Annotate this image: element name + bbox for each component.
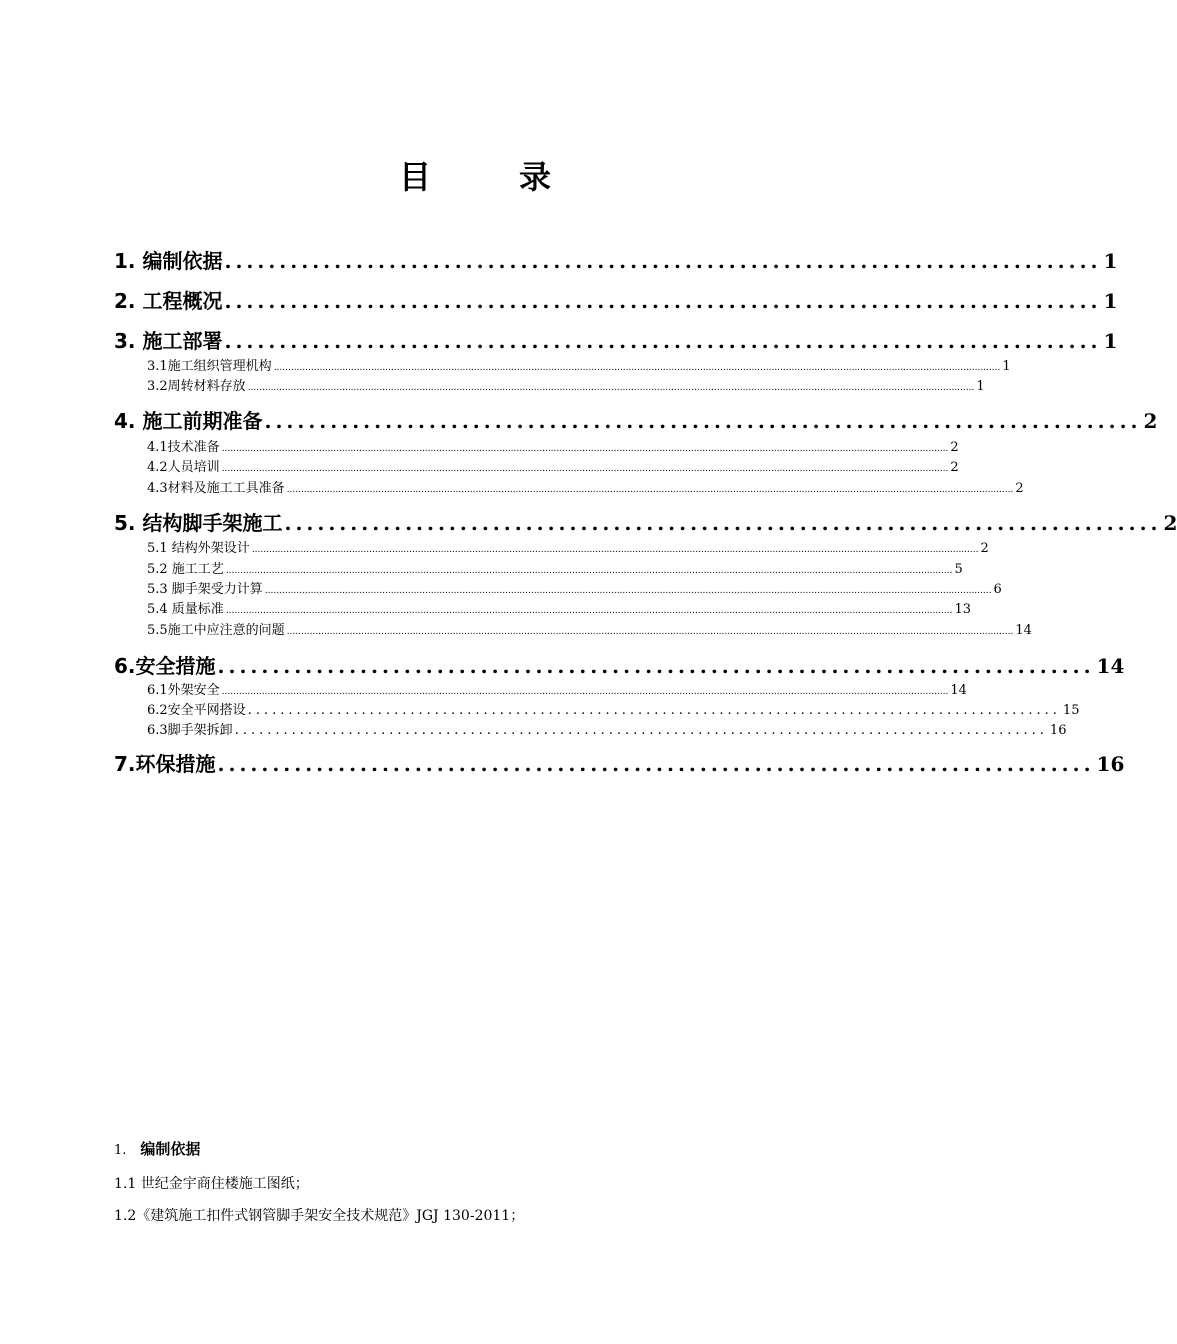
toc-entry[interactable] <box>114 507 1177 535</box>
toc-entry-page: 1 <box>1002 359 1011 374</box>
toc-leader-dots: .............................................................................................................................................................................................................................................................. <box>225 566 953 576</box>
toc-leader-dots: .............................................................................................................................................................................................................................................................. <box>286 627 1014 637</box>
toc-leader-dots: .................................................................................................... <box>247 703 1061 718</box>
toc-leader-dots: .............................................................................................................................................................................................................................................................. <box>286 485 1014 495</box>
toc-entry-page: 5 <box>954 562 963 577</box>
toc-entry-page: 14 <box>1096 654 1125 678</box>
toc-entry-label: 5. 结构脚手架施工 <box>114 511 283 535</box>
toc-leader-dots: ................................................................................ <box>224 329 1102 353</box>
toc-leader-dots: ................................................................................ <box>264 409 1142 433</box>
toc-entry-label: 6.3脚手架拆卸 <box>147 723 233 738</box>
toc-entry-page: 14 <box>1015 623 1032 638</box>
toc-entry-label: 4.2人员培训 <box>147 460 220 475</box>
toc-entry-label: 7.环保措施 <box>114 752 216 776</box>
toc-leader-dots: .............................................................................................................................................................................................................................................................. <box>221 687 949 697</box>
section-title: 编制依据 <box>140 1140 201 1158</box>
toc-entry-label: 4.3材料及施工工具准备 <box>147 481 285 496</box>
toc-subentry[interactable] <box>147 436 959 455</box>
toc-leader-dots: ................................................................................ <box>284 511 1162 535</box>
toc-entry-page: 1 <box>1103 289 1118 313</box>
toc-entry-page: 16 <box>1096 752 1125 776</box>
toc-entry[interactable] <box>114 748 1125 776</box>
toc-entry-page: 2 <box>1143 409 1158 433</box>
toc-entry-label: 5.1 结构外架设计 <box>147 541 250 556</box>
toc-entry-label: 5.2 施工工艺 <box>147 562 224 577</box>
toc-entry-label: 6.1外架安全 <box>147 683 220 698</box>
toc-leader-dots: .............................................................................................................................................................................................................................................................. <box>251 545 979 555</box>
toc-entry-label: 4.1技术准备 <box>147 440 220 455</box>
toc-subentry[interactable] <box>147 578 1002 597</box>
toc-subentry[interactable] <box>147 598 972 617</box>
toc-entry-label: 3.2周转材料存放 <box>147 379 246 394</box>
toc-subentry[interactable] <box>147 477 1024 496</box>
toc-entry-page: 15 <box>1062 703 1080 718</box>
body-paragraph: 1.2《建筑施工扣件式钢管脚手架安全技术规范》JGJ 130-2011； <box>114 1208 525 1224</box>
toc-entry[interactable] <box>114 405 1158 433</box>
toc-leader-dots: ................................................................................ <box>224 289 1102 313</box>
toc-subentry[interactable] <box>147 719 1067 738</box>
toc-entry-label: 3. 施工部署 <box>114 329 223 353</box>
toc-subentry[interactable] <box>147 537 989 556</box>
toc-subentry[interactable] <box>147 375 985 394</box>
toc-subentry[interactable] <box>147 355 1011 374</box>
toc-subentry[interactable] <box>147 679 967 698</box>
toc-entry[interactable] <box>114 650 1125 678</box>
toc-subentry[interactable] <box>147 558 963 577</box>
toc-leader-dots: .............................................................................................................................................................................................................................................................. <box>264 586 992 596</box>
toc-entry-label: 6.安全措施 <box>114 654 216 678</box>
toc-leader-dots: .................................................................................................... <box>234 723 1048 738</box>
toc-leader-dots: .............................................................................................................................................................................................................................................................. <box>273 363 1001 373</box>
toc-subentry[interactable] <box>147 619 1032 638</box>
toc-subentry[interactable] <box>147 699 1080 718</box>
toc-entry-label: 2. 工程概况 <box>114 289 223 313</box>
toc-entry-page: 14 <box>950 683 967 698</box>
toc-entry-label: 5.3 脚手架受力计算 <box>147 582 263 597</box>
toc-entry[interactable] <box>114 285 1118 313</box>
toc-entry-label: 6.2安全平网搭设 <box>147 703 246 718</box>
toc-entry-page: 2 <box>980 541 989 556</box>
toc-entry[interactable] <box>114 245 1118 273</box>
toc-leader-dots: ................................................................................ <box>217 654 1095 678</box>
toc-leader-dots: .............................................................................................................................................................................................................................................................. <box>225 606 953 616</box>
toc-entry-page: 2 <box>1163 511 1177 535</box>
toc-entry-label: 5.5施工中应注意的问题 <box>147 623 285 638</box>
toc-leader-dots: .............................................................................................................................................................................................................................................................. <box>247 383 975 393</box>
toc-entry-label: 1. 编制依据 <box>114 249 223 273</box>
section-heading <box>114 1138 854 1159</box>
toc-entry-label: 3.1施工组织管理机构 <box>147 359 272 374</box>
toc-entry-page: 16 <box>1049 723 1067 738</box>
toc-leader-dots: .............................................................................................................................................................................................................................................................. <box>221 464 949 474</box>
toc-subentry[interactable] <box>147 456 959 475</box>
toc-entry-page: 2 <box>950 460 959 475</box>
toc-leader-dots: .............................................................................................................................................................................................................................................................. <box>221 444 949 454</box>
toc-entry-page: 6 <box>993 582 1002 597</box>
toc-leader-dots: ................................................................................ <box>217 752 1095 776</box>
body-paragraph: 1.1 世纪金宇商住楼施工图纸； <box>114 1176 309 1192</box>
toc-entry-page: 1 <box>1103 329 1118 353</box>
toc-entry-page: 1 <box>1103 249 1118 273</box>
toc-entry-page: 13 <box>954 602 972 617</box>
page-title: 目 录 <box>398 158 579 196</box>
toc-entry[interactable] <box>114 325 1118 353</box>
toc-entry-page: 1 <box>976 379 985 394</box>
toc-entry-page: 2 <box>950 440 959 455</box>
toc-entry-page: 2 <box>1015 481 1024 496</box>
section-number: 1. <box>114 1143 127 1158</box>
body-section <box>114 1138 854 1237</box>
toc-entry-label: 5.4 质量标准 <box>147 602 224 617</box>
toc-leader-dots: ................................................................................ <box>224 249 1102 273</box>
toc-entry-label: 4. 施工前期准备 <box>114 409 263 433</box>
